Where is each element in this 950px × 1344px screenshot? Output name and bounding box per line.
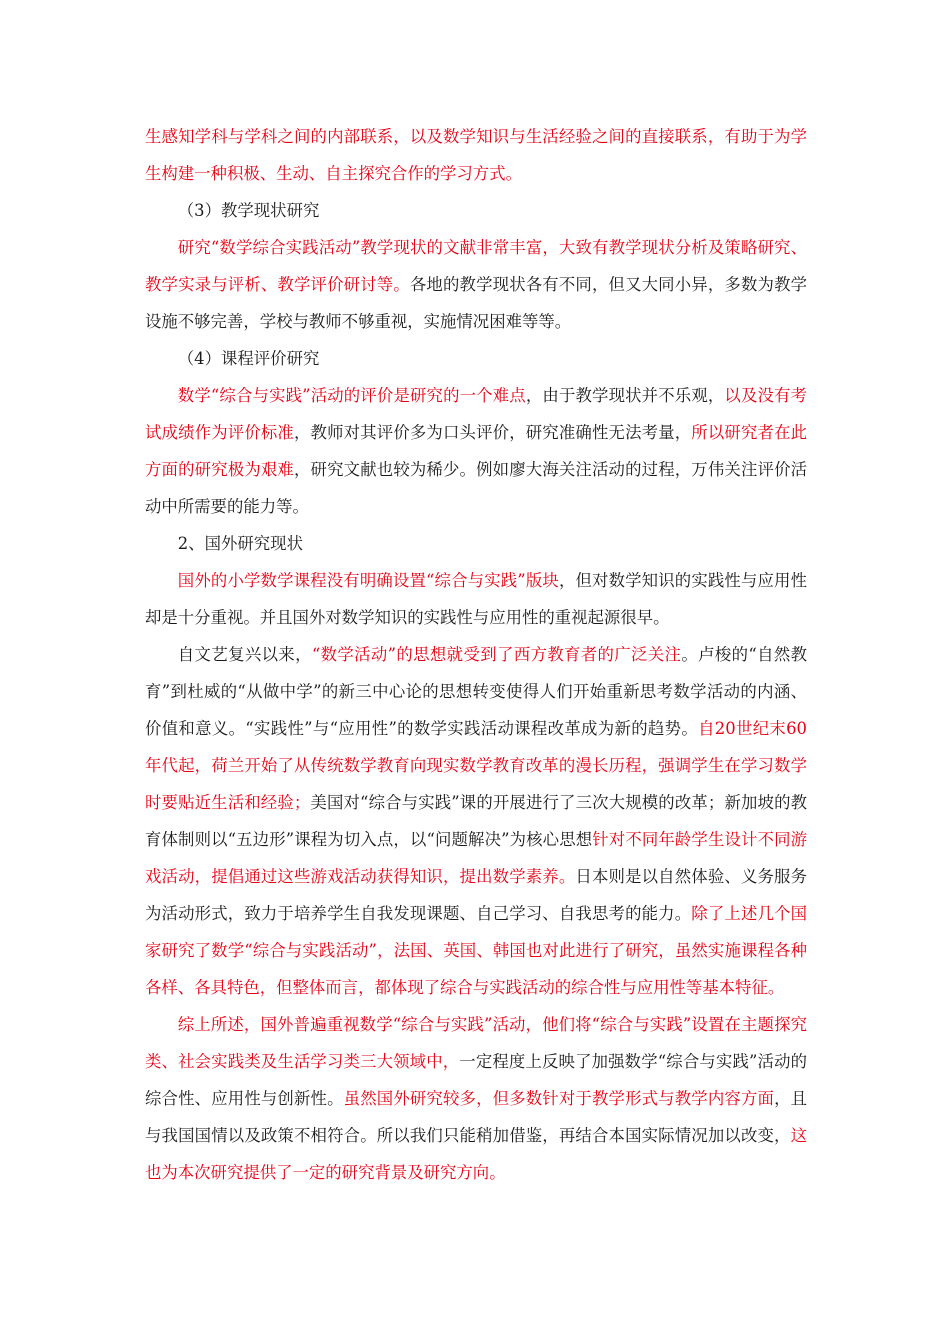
paragraph-1 <box>145 118 807 192</box>
highlighted-text: 虽然国外研究较多，但多数针对于教学形式与教学内容方面 <box>343 1089 775 1108</box>
heading-teaching-status <box>145 192 807 229</box>
highlighted-text: 综上所述，国外普遍重视数学“综合与实践”活动，他们将“综合与实践”设置在主题探究类、社会实践类及生活学习类三大领域中， <box>145 1015 807 1071</box>
highlighted-text: “数学活动”的思想就受到了西方教育者的广泛关注 <box>311 645 682 664</box>
plain-text: 日本则是以自然体验、义务服务为活动形式，致力于培养学生自我发现课题、自己学习、自我思考的能力。 <box>145 867 807 923</box>
plain-text: 一定程度上反映了加强数学“综合与实践”活动的综合性、应用性与创新性。 <box>145 1052 808 1108</box>
heading-course-evaluation <box>145 340 807 377</box>
paragraph-foreign-history <box>145 636 807 1006</box>
plain-text: 。卢梭的“自然教育”到杜威的“从做中学”的新三中心论的思想转变使得人们开始重新思考数学活动的内涵、价值和意义。“实践性”与“应用性”的数学实践活动课程改革成为新的趋势。 <box>145 645 808 738</box>
plain-text: 美国对“综合与实践”课的开展进行了三次大规模的改革；新加坡的教育体制则以“五边形”课程为切入点，以“问题解决”为核心思想 <box>145 793 808 849</box>
paragraph-foreign-intro <box>145 562 807 636</box>
highlighted-text: 生感知学科与学科之间的内部联系，以及数学知识与生活经验之间的直接联系，有助于为学生构建一种积极、生动、自主探究合作的学习方式。 <box>145 127 807 183</box>
paragraph-course-evaluation <box>145 377 807 525</box>
highlighted-text: 所以研究者在此方面的研究极为艰难 <box>145 423 808 479</box>
heading-foreign-research <box>145 525 807 562</box>
highlighted-text: 自20世纪末60年代起，荷兰开始了从传统数学教育向现实数学教育改革的漫长历程，强调学生在学习数学时要贴近生活和经验； <box>145 719 807 812</box>
paragraph-teaching-status <box>145 229 807 340</box>
paragraph-summary <box>145 1006 807 1191</box>
plain-text: （4）课程评价研究 <box>177 349 320 368</box>
plain-text: （3）教学现状研究 <box>177 201 320 220</box>
highlighted-text: 数学“综合与实践”活动的评价是研究的一个难点 <box>177 386 526 405</box>
plain-text: 各地的教学现状各有不同，但又大同小异，多数为教学设施不够完善，学校与教师不够重视，实施情况困难等等。 <box>145 275 808 331</box>
highlighted-text: 研究“数学综合实践活动”教学现状的文献非常丰富，大致有教学现状分析及策略研究、教学实录与评析、教学评价研讨等。 <box>145 238 807 294</box>
highlighted-text: 针对不同年龄学生设计不同游戏活动，提倡通过这些游戏活动获得知识，提出数学素养。 <box>145 830 807 886</box>
highlighted-text: 以及没有考试成绩作为评价标准 <box>145 386 808 442</box>
plain-text: ，由于教学现状并不乐观， <box>525 386 725 405</box>
plain-text: ，且与我国国情以及政策不相符合。所以我们只能稍加借鉴，再结合本国实际情况加以改变， <box>145 1089 808 1145</box>
document-body <box>145 118 807 1191</box>
highlighted-text: 除了上述几个国家研究了数学“综合与实践活动”，法国、英国、韩国也对此进行了研究，虽然实施课程各种各样、各具特色，但整体而言，都体现了综合与实践活动的综合性与应用性等基本特征。 <box>145 904 808 997</box>
highlighted-text: 国外的小学数学课程没有明确设置“综合与实践”版块 <box>177 571 559 590</box>
plain-text: ，教师对其评价多为口头评价，研究准确性无法考量， <box>294 423 692 442</box>
highlighted-text: 这也为本次研究提供了一定的研究背景及研究方向。 <box>145 1126 807 1182</box>
plain-text: ，研究文献也较为稀少。例如廖大海关注活动的过程，万伟关注评价活动中所需要的能力等。 <box>145 460 808 516</box>
plain-text: 自文艺复兴以来， <box>177 645 312 664</box>
plain-text: ，但对数学知识的实践性与应用性却是十分重视。并且国外对数学知识的实践性与应用性的重视起源很早。 <box>145 571 808 627</box>
plain-text: 2、国外研究现状 <box>177 534 303 553</box>
